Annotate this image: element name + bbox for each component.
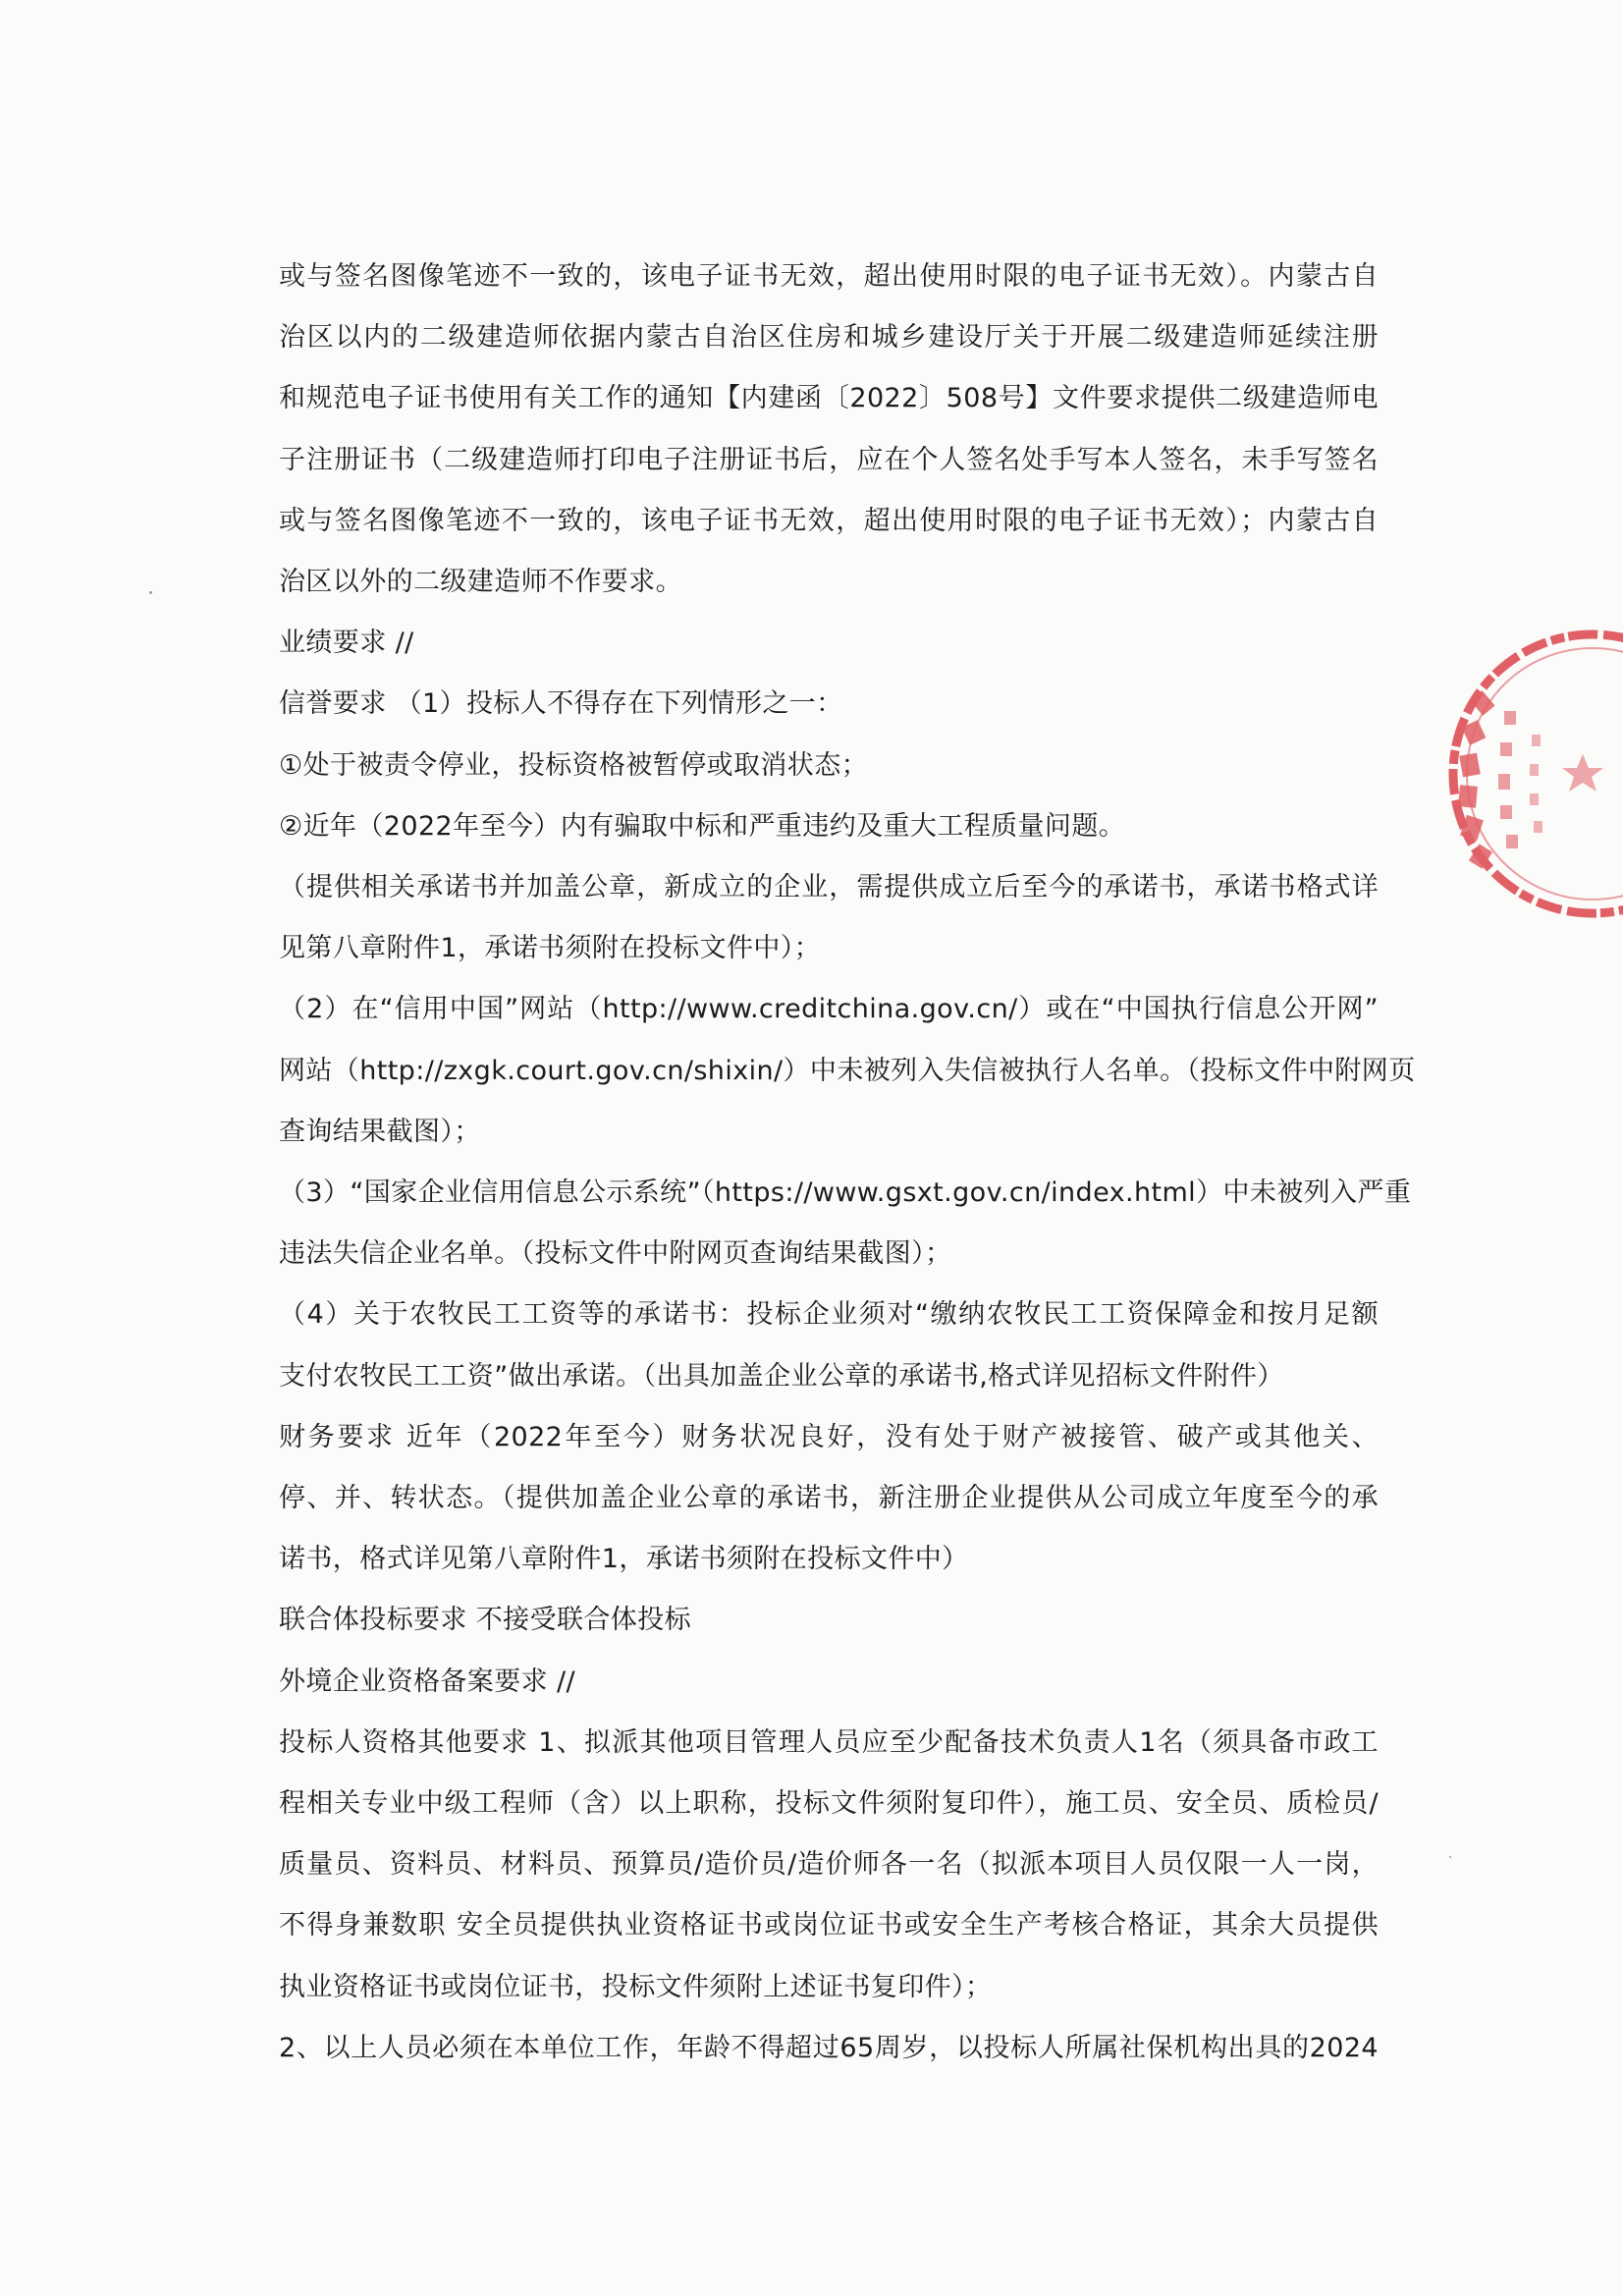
text-line: （提供相关承诺书并加盖公章，新成立的企业，需提供成立后至今的承诺书，承诺书格式详: [279, 872, 1379, 902]
text-line: 停、并、转状态。（提供加盖企业公章的承诺书，新注册企业提供从公司成立年度至今的承: [279, 1483, 1379, 1513]
text-line: 网站（http://zxgk.court.gov.cn/shixin/）中未被列入失信被执行人名单。（投标文件中附网页: [279, 1056, 1416, 1086]
text-line: 见第八章附件1，承诺书须附在投标文件中）；: [279, 933, 822, 963]
section-label-performance: 业绩要求 //: [279, 628, 414, 658]
text-line: 治区以外的二级建造师不作要求。: [279, 567, 682, 597]
text-line: 违法失信企业名单。（投标文件中附网页查询结果截图）；: [279, 1238, 952, 1269]
text-line: 查询结果截图）；: [279, 1117, 481, 1147]
section-label-reputation: 信誉要求 （1）投标人不得存在下列情形之一：: [279, 688, 843, 719]
company-seal-stamp: [1435, 617, 1623, 931]
text-line: ②近年（2022年至今）内有骗取中标和严重违约及重大工程质量问题。: [279, 811, 1126, 842]
text-line: 或与签名图像笔迹不一致的，该电子证书无效，超出使用时限的电子证书无效）；内蒙古自: [279, 506, 1379, 536]
text-line: 执业资格证书或岗位证书，投标文件须附上述证书复印件）；: [279, 1972, 993, 2002]
text-line: 诺书，格式详见第八章附件1，承诺书须附在投标文件中）: [279, 1544, 969, 1574]
text-line: 2、以上人员必须在本单位工作，年龄不得超过65周岁，以投标人所属社保机构出具的2024: [279, 2033, 1379, 2063]
text-line: 程相关专业中级工程师（含）以上职称，投标文件须附复印件），施工员、安全员、质检员/: [279, 1788, 1379, 1819]
section-label-finance: 财务要求 近年（2022年至今）财务状况良好，没有处于财产被接管、破产或其他关、: [279, 1422, 1379, 1452]
section-label-foreign-enterprise: 外境企业资格备案要求 //: [279, 1667, 575, 1697]
section-label-consortium: 联合体投标要求 不接受联合体投标: [279, 1605, 691, 1635]
text-line: 不得身兼数职 安全员提供执业资格证书或岗位证书或安全生产考核合格证，其余大员提供: [279, 1910, 1379, 1941]
text-line: 治区以内的二级建造师依据内蒙古自治区住房和城乡建设厅关于开展二级建造师延续注册: [279, 322, 1379, 353]
text-line: 支付农牧民工工资”做出承诺。（出具加盖企业公章的承诺书,格式详见招标文件附件）: [279, 1361, 1284, 1392]
text-line: 和规范电子证书使用有关工作的通知【内建函〔2022〕508号】文件要求提供二级建造师电: [279, 383, 1379, 413]
text-line: （4）关于农牧民工工资等的承诺书：投标企业须对“缴纳农牧民工工资保障金和按月足额: [279, 1299, 1379, 1330]
section-label-other-requirements: 投标人资格其他要求 1、拟派其他项目管理人员应至少配备技术负责人1名（须具备市政工: [279, 1727, 1379, 1758]
seal-graphic: [1435, 617, 1623, 931]
text-line: （2）在“信用中国”网站（http://www.creditchina.gov.cn/）或在“中国执行信息公开网”: [279, 994, 1379, 1024]
text-line: 质量员、资料员、材料员、预算员/造价员/造价师各一名（拟派本项目人员仅限一人一岗，: [279, 1849, 1379, 1880]
text-line: （3）“国家企业信用信息公示系统”（https://www.gsxt.gov.cn/index.html）中未被列入严重: [279, 1177, 1412, 1208]
text-line: 或与签名图像笔迹不一致的，该电子证书无效，超出使用时限的电子证书无效）。内蒙古自: [279, 261, 1379, 292]
text-line: ①处于被责令停业，投标资格被暂停或取消状态；: [279, 750, 869, 781]
text-line: 子注册证书（二级建造师打印电子注册证书后，应在个人签名处手写本人签名，未手写签名: [279, 445, 1379, 475]
